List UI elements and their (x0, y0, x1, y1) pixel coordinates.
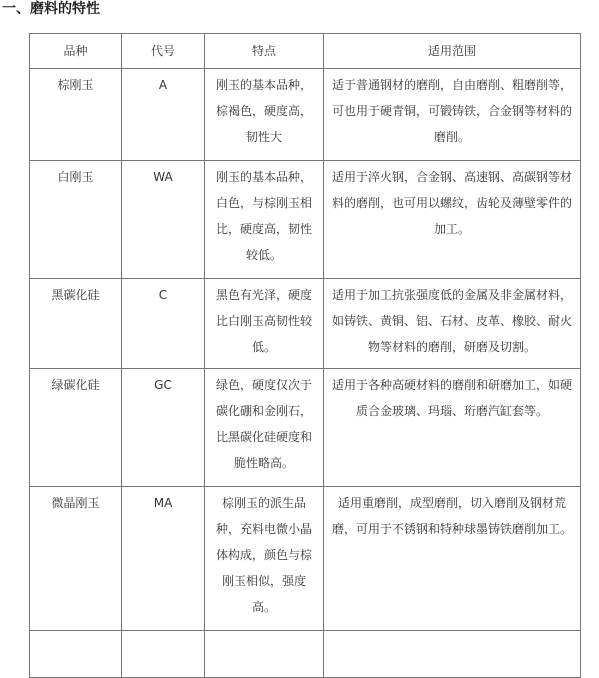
table-row (30, 369, 581, 487)
table-row (30, 279, 581, 369)
cell-features (205, 631, 324, 678)
cell-application: 适用于淬火钢，合金钢、高速钢、高碳钢等材料的磨削，也可用以螺纹，齿轮及薄壁零件的加工。 (324, 161, 581, 279)
cell-variety: 绿碳化硅 (30, 369, 122, 487)
cell-application: 适用于加工抗张强度低的金属及非金属材料，如铸铁、黄铜、铝、石材、皮革、橡胶、耐火物等材料的磨削，研磨及切割。 (324, 279, 581, 369)
cell-code: A (122, 69, 205, 161)
section-title: 一、磨料的特性 (2, 1, 100, 17)
header-features: 特点 (205, 34, 324, 69)
cell-application: 适用重磨削，成型磨削，切入磨削及钢材荒磨，可用于不锈钢和特种球墨铸铁磨削加工。 (324, 487, 581, 631)
cell-features: 刚玉的基本品种，棕褐色，硬度高，韧性大 (205, 69, 324, 161)
cell-features: 绿色，硬度仅次于碳化硼和金刚石，比黑碳化硅硬度和脆性略高。 (205, 369, 324, 487)
table-row (30, 487, 581, 631)
table-row (30, 161, 581, 279)
cell-code: GC (122, 369, 205, 487)
cell-application: 适用于各种高硬材料的磨削和研磨加工，如硬质合金玻璃、玛瑙、珩磨汽缸套等。 (324, 369, 581, 487)
header-code: 代号 (122, 34, 205, 69)
cell-code: C (122, 279, 205, 369)
cell-variety: 棕刚玉 (30, 69, 122, 161)
cell-features: 棕刚玉的派生品种，充料电微小晶体构成，颜色与棕刚玉相似，强度高。 (205, 487, 324, 631)
cell-features: 黑色有光泽，硬度比白刚玉高韧性较低。 (205, 279, 324, 369)
cell-variety: 微晶刚玉 (30, 487, 122, 631)
cell-variety: 白刚玉 (30, 161, 122, 279)
cell-variety (30, 631, 122, 678)
header-variety: 品种 (30, 34, 122, 69)
table-header-row (30, 34, 581, 69)
cell-application (324, 631, 581, 678)
table-row (30, 631, 581, 678)
cell-application: 适于普通钢材的磨削，自由磨削、粗磨削等，可也用于硬青铜，可锻铸铁，合金钢等材料的磨削。 (324, 69, 581, 161)
cell-code: WA (122, 161, 205, 279)
cell-code (122, 631, 205, 678)
header-application: 适用范围 (324, 34, 581, 69)
table-row (30, 69, 581, 161)
abrasive-properties-table (29, 33, 581, 678)
cell-code: MA (122, 487, 205, 631)
cell-variety: 黑碳化硅 (30, 279, 122, 369)
cell-features: 刚玉的基本品种，白色，与棕刚玉相比，硬度高，韧性较低。 (205, 161, 324, 279)
